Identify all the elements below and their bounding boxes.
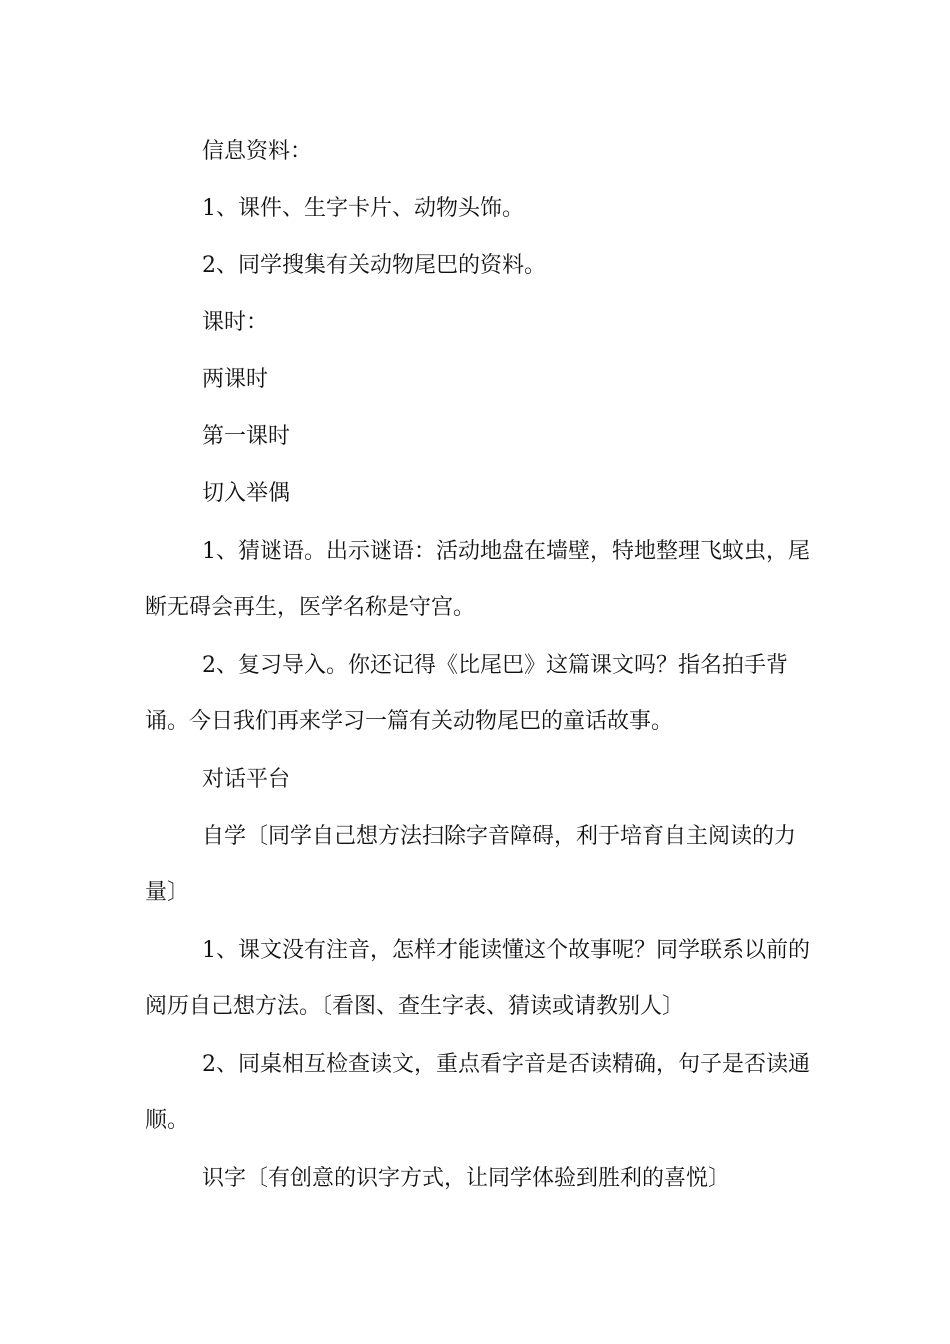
heading-class-hours: 课时： [202, 310, 269, 335]
text-two-class-hours: 两课时 [202, 367, 269, 392]
paragraph-self-study-1: 1、课文没有注音，怎样才能读懂这个故事呢？同学联系以前的阅历自己想方法。〔看图、查生字表、猜读或请教别人〕 [145, 938, 810, 1019]
paragraph-self-study-2: 2、同桌相互检查读文，重点看字音是否读精确，句子是否读通顺。 [145, 1052, 810, 1133]
paragraph-self-study: 自学〔同学自己想方法扫除字音障碍，利于培育自主阅读的力量〕 [145, 824, 797, 905]
paragraph-riddle: 1、猜谜语。出示谜语：活动地盘在墙壁，特地整理飞蚊虫，尾断无碍会再生，医学名称是守宫。 [145, 539, 810, 620]
heading-literacy: 识字〔有创意的识字方式，让同学体验到胜利的喜悦〕 [202, 1166, 731, 1191]
paragraph-review-intro: 2、复习导入。你还记得《比尾巴》这篇课文吗？指名拍手背诵。今日我们再来学习一篇有关动物尾巴的童话故事。 [145, 653, 788, 734]
heading-first-class-hour: 第一课时 [202, 424, 291, 449]
heading-info-materials: 信息资料： [202, 139, 313, 164]
list-item-materials-1: 1、课件、生字卡片、动物头饰。 [202, 196, 524, 221]
heading-dialogue-platform: 对话平台 [202, 767, 291, 792]
heading-lead-in: 切入举偶 [202, 481, 291, 506]
list-item-materials-2: 2、同学搜集有关动物尾巴的资料。 [202, 253, 546, 278]
